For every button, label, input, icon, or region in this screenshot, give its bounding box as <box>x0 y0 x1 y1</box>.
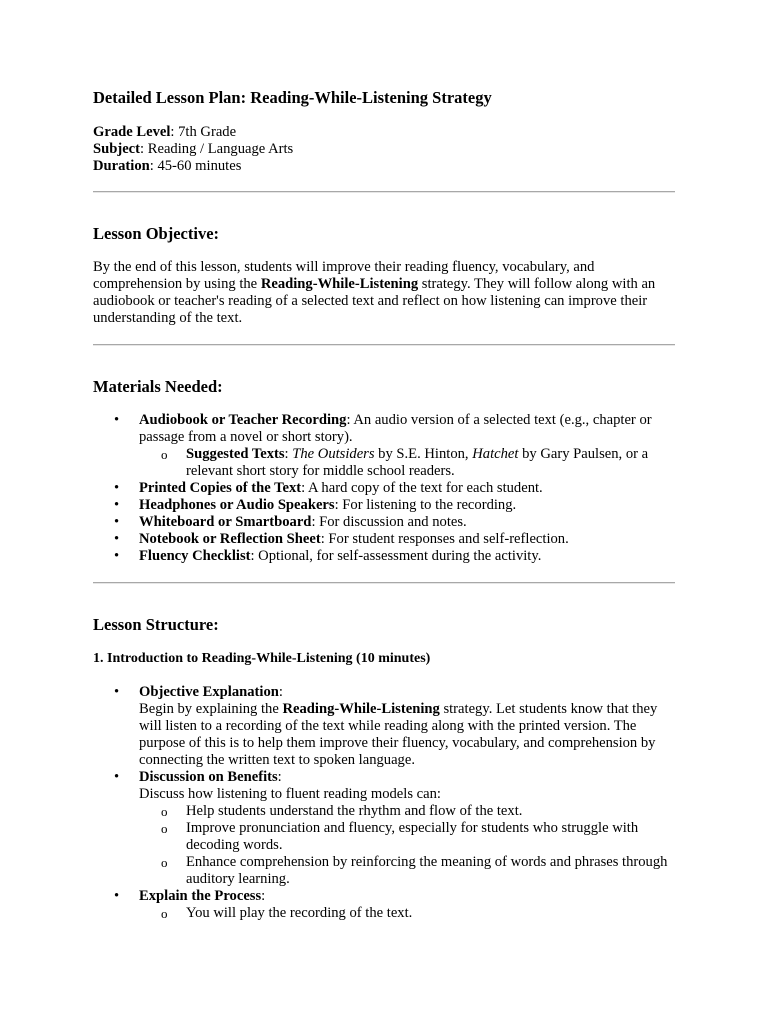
list-item <box>93 480 675 497</box>
list-item <box>93 514 675 531</box>
item-colon: : <box>261 888 266 904</box>
document-title: Detailed Lesson Plan: Reading-While-Listening Strategy <box>93 88 492 107</box>
list-item <box>93 548 675 565</box>
sub-list <box>139 446 675 480</box>
structure-heading: Lesson Structure: <box>93 615 219 634</box>
sub-list-item <box>93 803 675 820</box>
bullet-icon: • <box>114 769 120 785</box>
materials-heading: Materials Needed: <box>93 377 223 396</box>
sub-list-item <box>93 820 675 854</box>
duration-line <box>93 158 675 175</box>
circle-bullet-icon: o <box>161 855 168 870</box>
book-title: The Outsiders <box>292 446 375 462</box>
item-label: Headphones or Audio Speakers <box>139 497 335 513</box>
objective-text-a: By the end of this lesson, students will improve their reading fluency, vocabulary, and comprehension by using the <box>93 259 595 292</box>
item-label: Discussion on Benefits <box>139 769 278 785</box>
bullet-icon: • <box>114 514 120 530</box>
item-label: Audiobook or Teacher Recording <box>139 412 347 428</box>
sub-list <box>139 905 675 922</box>
divider <box>93 344 675 346</box>
sub-list-item <box>93 446 675 480</box>
item-text: by S.E. Hinton, <box>374 446 473 462</box>
item-label: Suggested Texts <box>186 446 285 462</box>
item-text: strategy. Let students know that they will listen to a recording of the text while reading along with the printed version. The purpose of this is to help them improve their fluency, vocabulary, and comprehension by connecting the written text to spoken language. <box>139 701 658 768</box>
objective-strategy-name: Reading-While-Listening <box>260 276 419 292</box>
item-label: Notebook or Reflection Sheet <box>139 531 321 547</box>
item-text: Help students understand the rhythm and flow of the text. <box>186 803 523 819</box>
item-separator: : <box>284 446 293 462</box>
divider <box>93 191 675 193</box>
item-text: Discuss how listening to fluent reading models can: <box>139 786 441 802</box>
item-text: : For listening to the recording. <box>334 497 517 513</box>
duration-value: : 45-60 minutes <box>149 158 242 174</box>
bullet-icon: • <box>114 497 120 513</box>
grade-level-label: Grade Level <box>93 124 171 140</box>
subject-value: : Reading / Language Arts <box>140 141 294 157</box>
structure-list <box>93 684 675 922</box>
item-label: Explain the Process <box>139 888 262 904</box>
item-label: Printed Copies of the Text <box>139 480 302 496</box>
bullet-icon: • <box>114 480 120 496</box>
item-text: by Gary Paulsen, or a relevant short story for middle school readers. <box>186 446 649 479</box>
item-label: Objective Explanation <box>139 684 279 700</box>
item-text: : For student responses and self-reflection. <box>320 531 569 547</box>
sub-list-item <box>93 905 675 922</box>
objective-paragraph <box>93 259 675 327</box>
circle-bullet-icon: o <box>161 804 168 819</box>
bullet-icon: • <box>114 888 120 904</box>
item-text: : For discussion and notes. <box>311 514 467 530</box>
list-item <box>93 531 675 548</box>
list-item <box>93 888 675 922</box>
bullet-icon: • <box>114 548 120 564</box>
sub-list-item <box>93 854 675 888</box>
item-text: Improve pronunciation and fluency, especially for students who struggle with decoding words. <box>186 820 639 853</box>
list-item <box>93 769 675 888</box>
item-colon: : <box>277 769 282 785</box>
item-text: You will play the recording of the text. <box>186 905 413 921</box>
book-title: Hatchet <box>472 446 519 462</box>
list-item <box>93 684 675 769</box>
circle-bullet-icon: o <box>161 821 168 836</box>
circle-bullet-icon: o <box>161 447 168 462</box>
objective-heading: Lesson Objective: <box>93 224 220 243</box>
grade-level-value: : 7th Grade <box>170 124 237 140</box>
list-item <box>93 412 675 480</box>
materials-list <box>93 412 675 565</box>
strategy-name: Reading-While-Listening <box>282 701 440 717</box>
item-text: Enhance comprehension by reinforcing the meaning of words and phrases through auditory learning. <box>186 854 668 887</box>
document-page <box>93 88 675 922</box>
subject-label: Subject <box>93 141 141 157</box>
sub-list <box>139 803 675 888</box>
duration-label: Duration <box>93 158 150 174</box>
objective-text-b: strategy. They will follow along with an audiobook or teacher's reading of a selected text and reflect on how listening can improve their understanding of the text. <box>93 276 656 326</box>
list-item <box>93 497 675 514</box>
bullet-icon: • <box>114 412 120 428</box>
item-text: : An audio version of a selected text (e.g., chapter or passage from a novel or short story). <box>139 412 652 445</box>
item-text: Begin by explaining the <box>139 701 283 717</box>
lesson-meta <box>93 124 675 175</box>
grade-level-line <box>93 124 675 141</box>
subject-line <box>93 141 675 158</box>
bullet-icon: • <box>114 684 120 700</box>
item-label: Whiteboard or Smartboard <box>139 514 312 530</box>
divider <box>93 582 675 584</box>
circle-bullet-icon: o <box>161 906 168 921</box>
item-colon: : <box>278 684 283 700</box>
section-heading: 1. Introduction to Reading-While-Listening (10 minutes) <box>93 651 431 666</box>
bullet-icon: • <box>114 531 120 547</box>
item-text: : A hard copy of the text for each student. <box>301 480 543 496</box>
item-label: Fluency Checklist <box>139 548 251 564</box>
item-text: : Optional, for self-assessment during the activity. <box>250 548 542 564</box>
